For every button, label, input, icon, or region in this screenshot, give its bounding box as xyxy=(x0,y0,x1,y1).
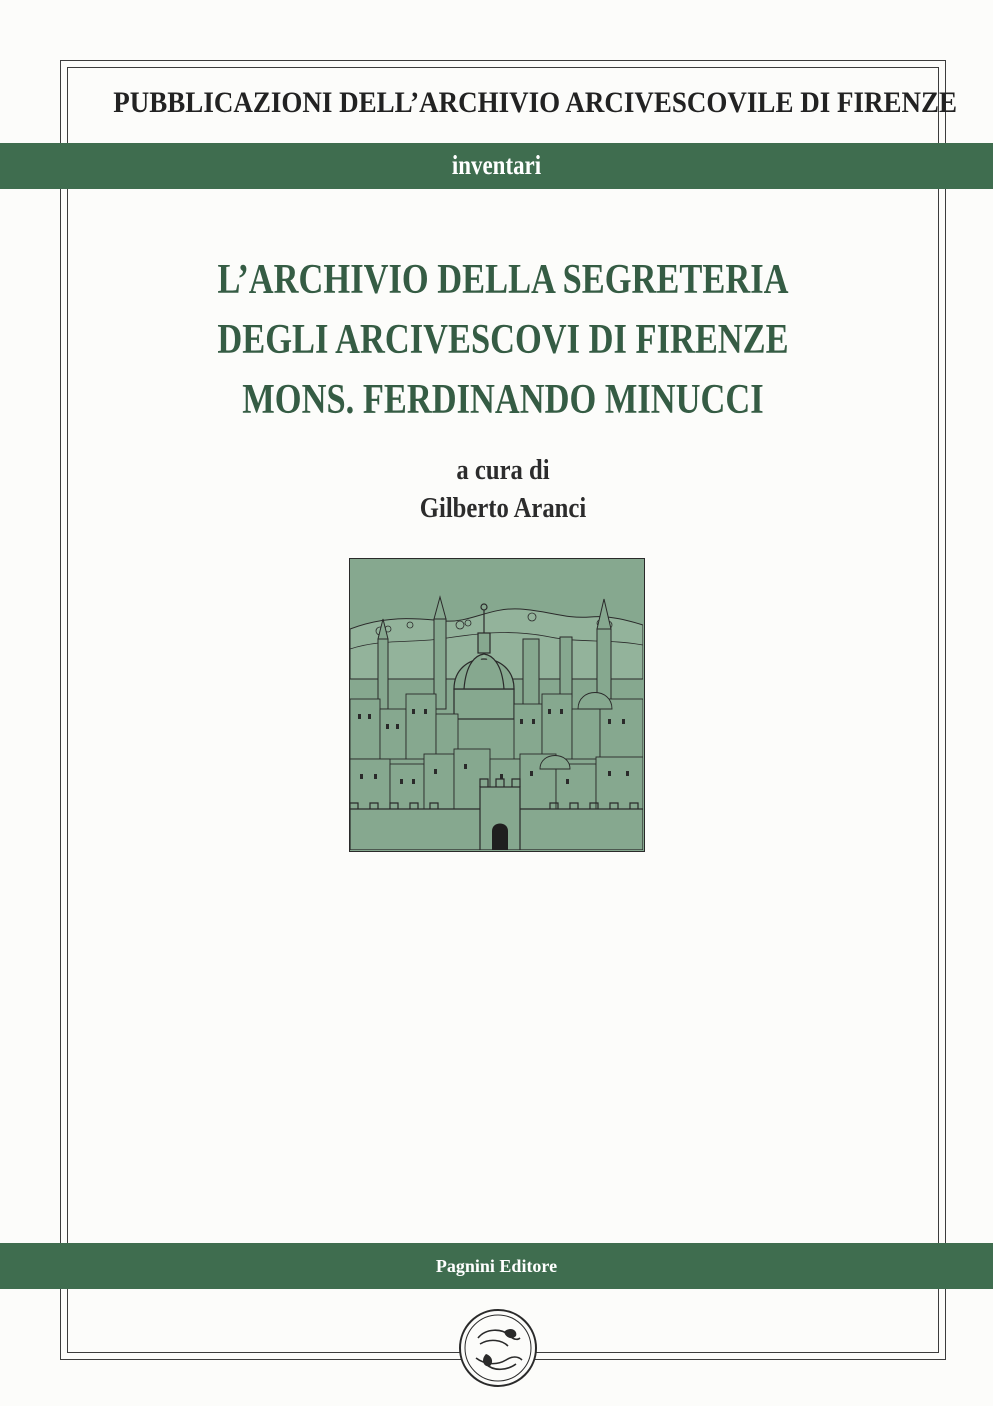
book-title-line: DEGLI ARCIVESCOVI DI FIRENZE xyxy=(217,317,789,363)
publisher-band xyxy=(0,1243,993,1289)
publisher-name: Pagnini Editore xyxy=(435,1256,558,1276)
editor-prefix: a cura di xyxy=(456,454,550,486)
publisher-emblem-icon xyxy=(456,1306,540,1390)
florence-cityscape-engraving-icon xyxy=(349,558,645,852)
series-band xyxy=(0,143,993,189)
book-title-line: MONS. FERDINANDO MINUCCI xyxy=(242,377,764,423)
series-label: inventari xyxy=(451,150,542,180)
book-title-line: L’ARCHIVIO DELLA SEGRETERIA xyxy=(217,257,789,303)
editor-name: Gilberto Aranci xyxy=(419,492,587,524)
collection-title: PUBBLICAZIONI DELL’ARCHIVIO ARCIVESCOVILE DI FIRENZE xyxy=(113,86,957,119)
